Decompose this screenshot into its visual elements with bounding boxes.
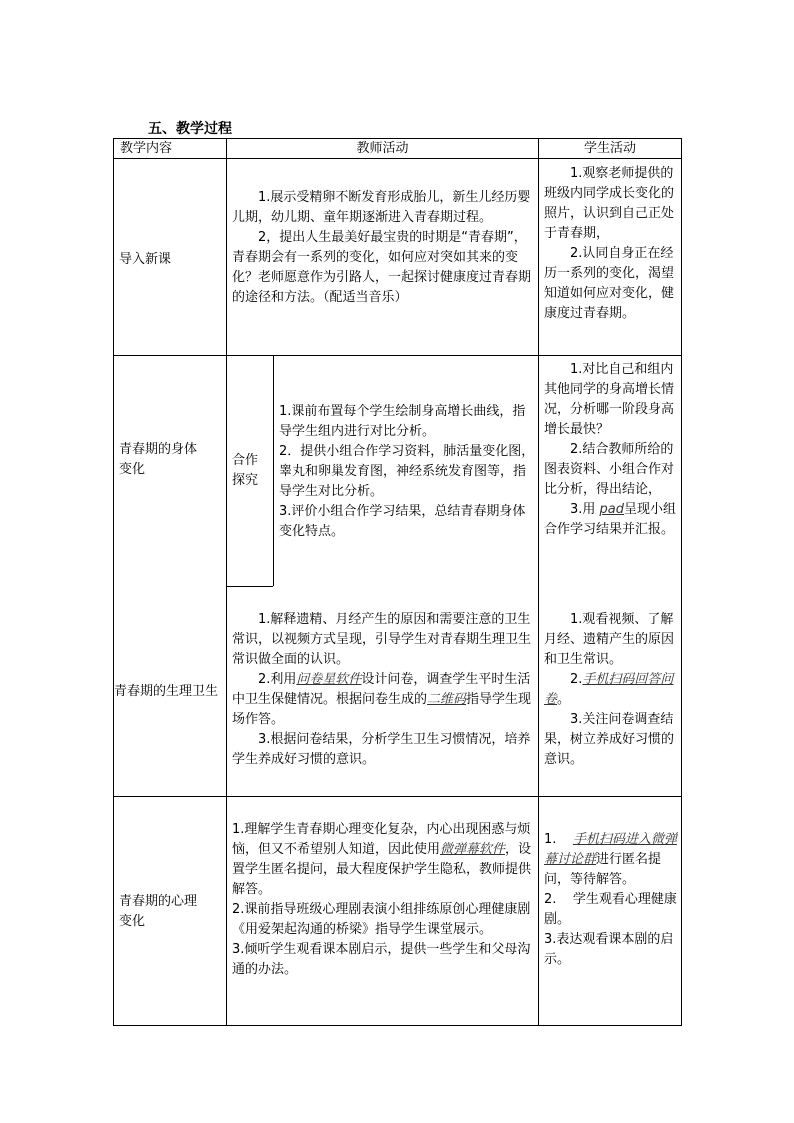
danmaku-group-link[interactable]: 手机扫码进入微弹幕讨论群 (544, 832, 677, 867)
pad-link[interactable]: pad (599, 502, 625, 517)
row4-student-item: 1. 手机扫码进入微弹幕讨论群进行匿名提问，等待解答。 (544, 832, 677, 887)
row2-content-line: 青春期的身体 (119, 442, 198, 457)
row3-student-item: 1.观看视频、了解月经、遗精产生的原因和卫生常识。 (544, 612, 675, 667)
row2-method-line: 合作 (232, 453, 259, 468)
row1-content: 导入新课 (119, 252, 172, 267)
row3-student (544, 610, 678, 770)
row2-student-item: 3.用 pad呈现小组合作学习结果并汇报。 (544, 502, 677, 537)
row3-content: 青春期的生理卫生 (114, 684, 219, 699)
row1-teacher-item: 1.展示受精卵不断发育形成胎儿，新生儿经历婴儿期，幼儿期、童年期逐渐进入青春期过程。 (232, 190, 531, 225)
row1-teacher (232, 188, 534, 308)
row4-teacher (232, 820, 534, 980)
row3-teacher-item: 2.利用问卷星软件设计问卷，调查学生平时生活中卫生保健情况。根据问卷生成的二维码指导学生现场作答。 (232, 672, 532, 727)
header-teacher: 教师活动 (356, 141, 409, 156)
qr-code-link[interactable]: 二维码 (427, 692, 467, 707)
row4-student-item: 3.表达观看课本剧的启示。 (544, 932, 674, 967)
row2-teacher-item: 3.评价小组合作学习结果，总结青春期身体变化特点。 (279, 504, 526, 539)
row4-student-item: 2. 学生观看心理健康剧。 (544, 892, 677, 927)
row2-method-line: 探究 (232, 473, 259, 488)
row2-student (544, 360, 678, 540)
danmaku-software-link[interactable]: 微弹幕软件 (440, 842, 506, 857)
row4-content-line: 变化 (119, 914, 146, 929)
row2-student-item: 2.结合教师所给的图表资料、小组合作对比分析，得出结论， (544, 442, 675, 497)
row3-student-item: 2.手机扫码回答问卷。 (544, 672, 674, 707)
row2-content-line: 变化 (119, 462, 146, 477)
row2-content (119, 440, 224, 480)
row1-teacher-item: 2，提出人生最美好最宝贵的时期是“青春期”，青春期会有一系列的变化，如何应对突如其来的变化？老师愿意作为引路人，一起探讨健康度过青春期的途径和方法。（配适当音乐） (232, 230, 532, 305)
row2-teacher-item: 1.课前布置每个学生绘制身高增长曲线，指导学生组内进行对比分析。 (279, 404, 526, 439)
row4-teacher-item: 3.倾听学生观看课本剧启示，提供一些学生和父母沟通的办法。 (232, 942, 531, 977)
row4-teacher-item: 1.理解学生青春期心理变化复杂，内心出现困惑与烦恼，但又不希望别人知道，因此使用微弹幕软件，设置学生匿名提问，最大程度保护学生隐私，教师提供解答。 (232, 822, 532, 897)
row3-teacher-item: 1.解释遗精、月经产生的原因和需要注意的卫生常识，以视频方式呈现，引导学生对青春期生理卫生常识做全面的认识。 (232, 612, 532, 667)
row2-method (232, 451, 272, 491)
header-student: 学生活动 (583, 141, 636, 156)
row4-student (544, 830, 678, 970)
row1-student-item: 1.观察老师提供的班级内同学成长变化的照片，认识到自己正处于青春期， (544, 166, 675, 241)
row1-student-item: 2.认同自身正在经历一系列的变化，渴望知道如何应对变化，健康度过青春期。 (544, 246, 675, 321)
row4-content (119, 892, 224, 932)
row2-teacher (279, 402, 535, 542)
header-content: 教学内容 (120, 141, 173, 156)
row3-teacher (232, 610, 534, 770)
row4-teacher-item: 2.课前指导班级心理剧表演小组排练原创心理健康剧《用爱架起沟通的桥梁》指导学生课堂展示。 (232, 902, 531, 937)
row3-teacher-item: 3.根据问卷结果，分析学生卫生习惯情况，培养学生养成好习惯的意识。 (232, 732, 531, 767)
questionnaire-software-link[interactable]: 问卷星软件 (296, 672, 362, 687)
row2-student-item: 1.对比自己和组内其他同学的身高增长情况，分析哪一阶段身高增长最快？ (544, 362, 675, 437)
scan-questionnaire-link[interactable]: 手机扫码回答问卷 (544, 672, 674, 707)
row4-content-line: 青春期的心理 (119, 894, 198, 909)
row1-student (544, 164, 678, 324)
row2-teacher-item: 2．提供小组合作学习资料，肺活量变化图，睾丸和卵巢发育图，神经系统发育图等，指导学生对比分析。 (279, 444, 535, 499)
section-title: 五、教学过程 (148, 121, 232, 137)
row3-student-item: 3.关注问卷调查结果，树立养成好习惯的意识。 (544, 712, 675, 767)
